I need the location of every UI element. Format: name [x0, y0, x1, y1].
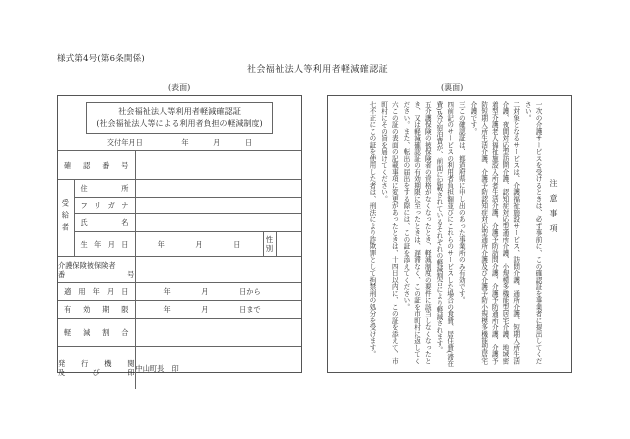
certificate-title-box — [86, 102, 272, 134]
expiry-value[interactable] — [135, 301, 301, 319]
sex-label: 性 別 — [263, 232, 276, 257]
note-text: この確認証は、都道府県に申し出のあった事業所のみ有効です。 — [457, 107, 466, 304]
table-row-name — [58, 214, 301, 232]
birthdate-year: 年 — [157, 239, 165, 249]
list-item — [400, 101, 432, 367]
address-value[interactable] — [135, 180, 301, 198]
back-side-label: (裏面) — [441, 83, 464, 92]
note-text: 前記のサービスの利用者負担額並びにこれらのサービスした場合の食費、居住費(滞在費)及び宿泊費が、前面に記載されているそれぞれの軽減割合により軽減されます。 — [434, 101, 454, 367]
note-text: 介護保険の被保険者の資格がなくなったとき、軽減制度の要件に該当しなくなったとき、又は軽減確認証の有効期限に至ったときは、遅滞なく、この証を市町村に返してください。また、転出の届出をする際には、この証を添えてください。 — [401, 101, 432, 365]
table-row-confirm-number — [58, 151, 301, 180]
note-text: 不正にこの証を使用した者は、刑法により詐欺罪として拘禁刑の処分を受けます。 — [367, 107, 376, 358]
birthdate-value[interactable] — [135, 232, 263, 257]
issue-date-cell — [58, 136, 301, 151]
recipient-group-label: 受給者 — [58, 180, 74, 257]
page-title: 社会福祉法人等利用者軽減確認証 — [247, 65, 389, 75]
table-row-issuer — [58, 347, 301, 390]
table-row-title — [58, 96, 301, 136]
table-row-apply-date — [58, 283, 301, 301]
issuer-label: 発行機関 及び印 — [58, 347, 135, 390]
note-number: 一 — [534, 101, 542, 108]
notes-list — [365, 101, 543, 367]
expiry-month: 月 — [201, 305, 209, 315]
name-value[interactable] — [135, 214, 301, 232]
birthdate-label: 生年月日 — [74, 232, 135, 257]
issue-date-month: 月 — [213, 138, 221, 148]
form-number: 様式第4号(第6条関係) — [57, 54, 145, 64]
apply-date-suffix: 日から — [239, 287, 261, 297]
table-row-insured-number — [58, 257, 301, 283]
apply-date-month: 月 — [201, 287, 209, 297]
table-row-address — [58, 180, 301, 198]
table-row-issue-date — [58, 136, 301, 151]
table-row-furigana — [58, 198, 301, 214]
note-number: 五 — [423, 101, 432, 108]
apply-date-year: 年 — [163, 287, 171, 297]
insured-number-value[interactable] — [135, 257, 301, 283]
name-label: 氏名 — [74, 214, 135, 232]
apply-date-label: 適用年月日 — [58, 283, 135, 301]
expiry-suffix: 日まで — [239, 305, 261, 315]
note-text: 対象となるサービスは、介護福祉施設サービス、訪問介護、通所介護、短期入所生活介護、夜間対応型訪問介護、認知症対応型通所介護、小規模多機能型居宅介護、地域密着型介護老人福祉施設入所者生活介護、介護予防訪問介護、介護予防通所介護、介護予防短期入所生活介護、介護予防認知症対応型通所介護及び介護予防小規模多機能型居宅介護です。 — [468, 101, 520, 365]
certificate-table — [58, 96, 301, 389]
table-row-birthdate — [58, 232, 301, 257]
issue-date-label: 交付年月日 — [106, 138, 143, 148]
front-side-label: (表面) — [168, 83, 191, 92]
apply-date-value[interactable] — [135, 283, 301, 301]
note-number: 二 — [511, 101, 520, 108]
issue-date-day: 日 — [244, 138, 253, 148]
reduction-rate-label: 軽減割合 — [58, 319, 135, 347]
birthdate-day: 日 — [233, 239, 241, 249]
table-row-expiry — [58, 301, 301, 319]
back-notes-panel — [327, 95, 572, 373]
front-certificate-panel — [57, 95, 302, 378]
issuer-value[interactable]: 中山町長 印 — [135, 347, 301, 390]
table-row-reduction-rate — [58, 319, 301, 347]
sex-value[interactable] — [276, 232, 301, 257]
expiry-year: 年 — [163, 305, 171, 315]
list-item — [456, 101, 467, 367]
list-item — [433, 101, 454, 367]
address-label: 住所 — [74, 180, 135, 198]
note-number: 三 — [457, 101, 466, 108]
list-item — [378, 101, 399, 367]
certificate-title-sub: (社会福祉法人等による利用者負担の軽減制度) — [96, 118, 263, 128]
note-number: 七 — [367, 101, 376, 108]
list-item — [467, 101, 520, 367]
reduction-rate-value[interactable] — [135, 319, 301, 347]
note-number: 六 — [390, 101, 399, 108]
insured-number-label: 介護保険被保険者 番号 — [58, 257, 135, 283]
confirm-number-label: 確認番号 — [58, 151, 135, 180]
note-text: 次の介護サービスを受けるときは、必ず事前に、この確認証を事業者に提出してください。 — [523, 101, 542, 365]
furigana-label: フリガナ — [74, 198, 135, 214]
list-item — [366, 101, 377, 367]
certificate-title-cell — [58, 96, 301, 136]
certificate-title-main: 社会福祉法人等利用者軽減確認証 — [118, 106, 241, 116]
note-text: この証の表面の記載事項に変更があったときは、十四日以内に、この証を添えて、市町村にその旨を届けてください。 — [379, 101, 399, 365]
issue-date-year: 年 — [181, 138, 189, 148]
furigana-value[interactable] — [135, 198, 301, 214]
list-item — [522, 101, 543, 367]
expiry-label: 有効期限 — [58, 301, 135, 319]
notes-heading: 注意事項 — [549, 179, 558, 239]
birthdate-month: 月 — [195, 239, 203, 249]
confirm-number-value[interactable] — [135, 151, 301, 180]
note-number: 四 — [445, 101, 454, 108]
